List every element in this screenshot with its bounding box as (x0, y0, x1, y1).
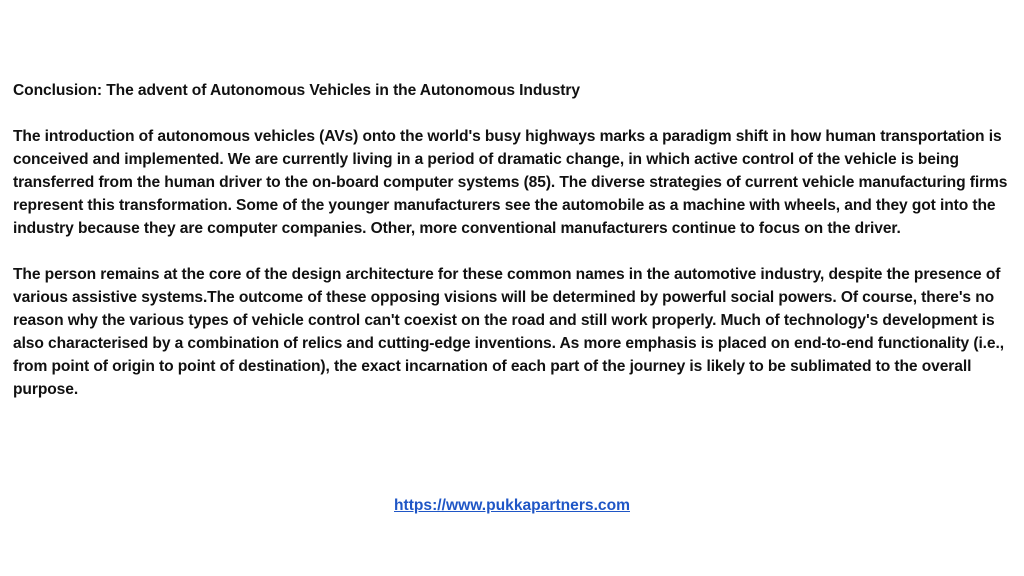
slide-content (13, 79, 1013, 401)
slide-title: Conclusion: The advent of Autonomous Vehicles in the Autonomous Industry (13, 82, 580, 99)
footer-link-container (0, 494, 1024, 517)
website-link[interactable]: https://www.pukkapartners.com (394, 497, 630, 514)
body-paragraph-2: The person remains at the core of the design architecture for these common names in the automotive industry, despite the presence of various assistive systems.The outcome of these opposing visions will be determined by powerful social powers. Of course, there's no reason why the various types of vehicle control can't coexist on the road and still work properly. Much of technology's development is also characterised by a combination of relics and cutting-edge inventions. As more emphasis is placed on end-to-end functionality (i.e., from point of origin to point of destination), the exact incarnation of each part of the journey is likely to be sublimated to the overall purpose. (13, 266, 1004, 398)
body-paragraph-1: The introduction of autonomous vehicles (AVs) onto the world's busy highways marks a paradigm shift in how human transportation is conceived and implemented. We are currently living in a period of dramatic change, in which active control of the vehicle is being transferred from the human driver to the on-board computer systems (85). The diverse strategies of current vehicle manufacturing firms represent this transformation. Some of the younger manufacturers see the automobile as a machine with wheels, and they got into the industry because they are computer companies. Other, more conventional manufacturers continue to focus on the driver. (13, 128, 1008, 237)
